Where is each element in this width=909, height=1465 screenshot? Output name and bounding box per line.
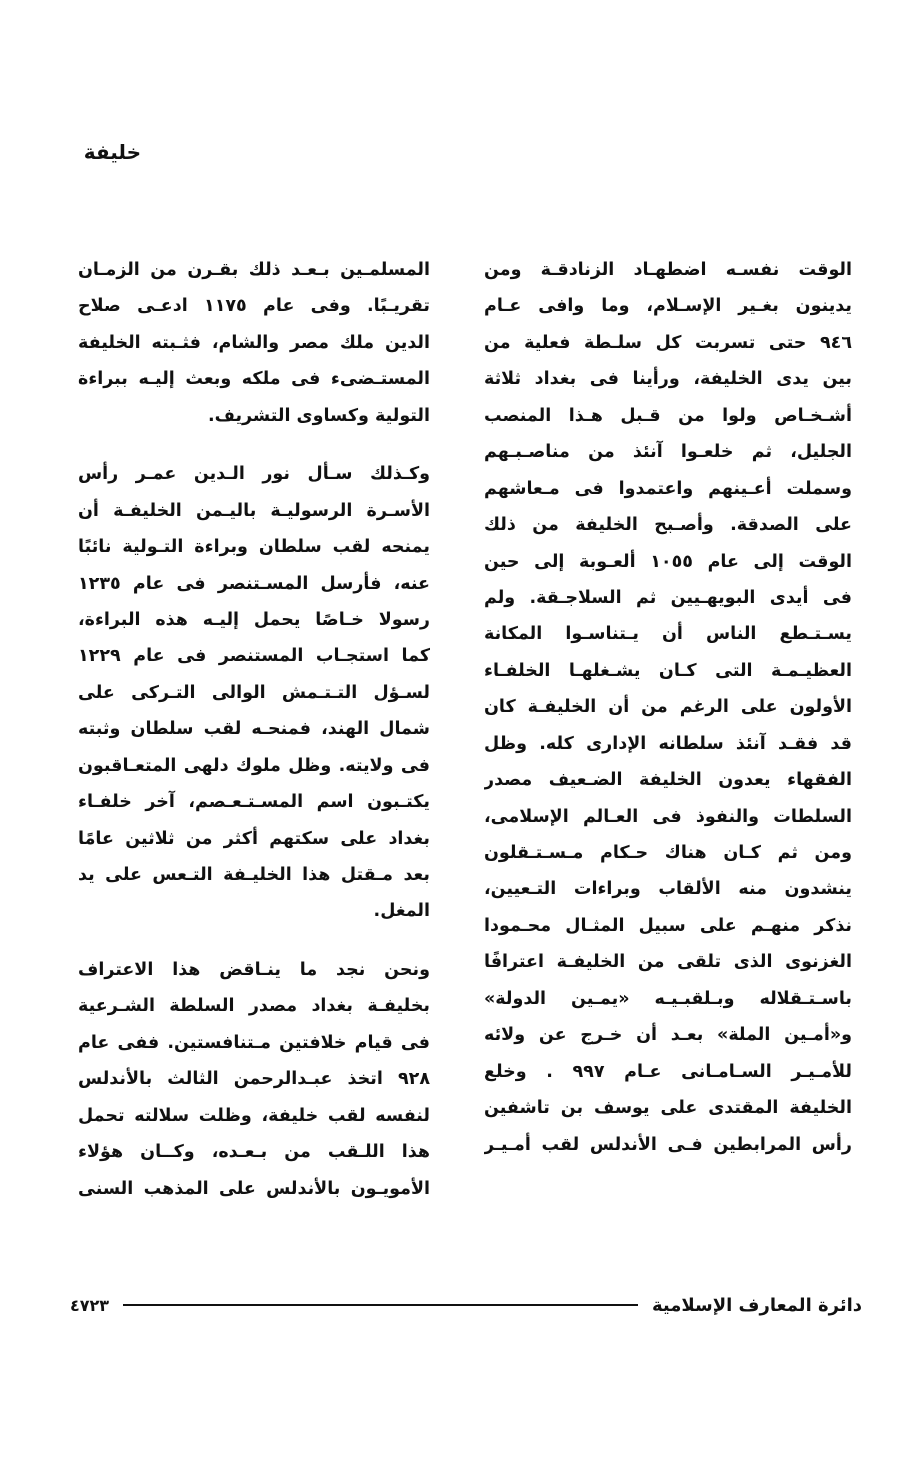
text-line: المستـضىء فى ملكه وبعث إليـه ببراءة: [78, 369, 430, 390]
paragraph-gap: [78, 434, 430, 456]
paragraph: [78, 456, 430, 930]
journal-title: دائرة المعارف الإسلامية: [651, 1294, 862, 1316]
text-line: التولية وكساوى التشريف.: [207, 405, 430, 426]
text-line: تقريـبًا. وفى عام ١١٧٥ ادعـى صلاح: [78, 296, 430, 317]
text-line: بخليفـة بغداد مصدر السلطة الشـرعية: [78, 996, 430, 1017]
text-line: يسـتـطع الناس أن يـتناسـوا المكانة: [484, 624, 852, 645]
text-line: ٩٢٨ اتخذ عبـدالرحمن الثالث بالأندلس: [78, 1069, 430, 1090]
text-line: فى أيدى البويهـيين ثم السلاجـقة. ولم: [484, 587, 852, 608]
text-line: هذا اللـقب من بـعـده، وكــان هؤلاء: [78, 1142, 430, 1163]
text-line: المسلمـين بـعـد ذلك بقـرن من الزمـان: [78, 260, 430, 280]
text-line: يمنحه لقب سلطان وبراءة التـولية نائبًا: [78, 537, 430, 558]
text-line: شمال الهند، فمنحـه لقب سلطان وثبته: [78, 719, 430, 740]
text-line: الفقهاء يعدون الخليفة الضـعيف مصدر: [484, 770, 852, 791]
text-line: ونحن نجد ما ينـاقض هذا الاعتراف: [78, 959, 430, 980]
text-line: بعد مـقتل هذا الخليـفة التـعس على يد: [78, 865, 430, 885]
text-line: الأسـرة الرسوليـة باليـمن الخليفـة أن: [78, 500, 430, 521]
text-line: رأس المرابطين فـى الأندلس لقب أمـيـر: [484, 1134, 852, 1155]
text-line: الجليل، ثم خلعـوا آنئذ من مناصـبـهم: [484, 442, 852, 463]
text-line: السلطات والنفوذ فى العـالم الإسلامى،: [484, 806, 852, 827]
text-line: الدين ملك مصر والشام، فثـبته الخليفة: [78, 332, 430, 353]
text-line: العظيـمـة التى كـان يشـغلهـا الخلفـاء: [484, 660, 852, 681]
footer-rule: [123, 1304, 638, 1306]
paragraph: [78, 952, 430, 1207]
text-line: رسولا خـاصًا يحمل إليـه هذه البراءة،: [78, 609, 430, 630]
text-line: نذكر منهـم على سبيل المثـال محـمودا: [484, 915, 852, 936]
running-header: [60, 140, 141, 164]
text-line: يكتـبون اسم المسـتـعـصم، آخر خلفـاء: [78, 792, 430, 813]
text-line: على الصدقة. وأصـبح الخليفة من ذلك: [484, 515, 852, 536]
text-line: الوقت إلى عام ١٠٥٥ ألعـوبة إلى حين: [484, 551, 852, 572]
right-column: [484, 252, 852, 1163]
text-line: فى ولايته. وظل ملوك دلهى المتعـاقبون: [78, 755, 430, 776]
text-line: يدينون بغـير الإسـلام، وما وافى عـام: [484, 296, 852, 317]
text-line: أشـخـاص ولوا من قـبل هـذا المنصب: [484, 405, 852, 426]
text-line: لنفسه لقب خليفة، وظلت سلالته تحمل: [78, 1105, 430, 1126]
text-line: باسـتـقلاله وبـلقبـيـه «يمـين الدولة»: [484, 988, 852, 1009]
paragraph-gap: [78, 930, 430, 952]
text-line: وسملت أعـينهم واعتمدوا فى مـعاشهم: [484, 478, 852, 499]
text-line: فى قيام خلافتين مـتنافستين. ففى عام: [78, 1032, 430, 1053]
text-line: المغل.: [373, 901, 430, 922]
text-line: لسـؤل التـتـمش الوالى التـركى على: [78, 682, 430, 703]
left-column: [78, 252, 430, 1207]
text-line: عنه، فأرسل المسـتنصر فى عام ١٢٣٥: [78, 573, 430, 594]
text-line: ينشدون منه الألقاب وبراءات التـعيين،: [484, 879, 852, 900]
text-line: ٩٤٦ حتى تسربت كل سلـطة فعلية من: [484, 332, 852, 353]
page-number: ٤٧٢٣: [70, 1295, 110, 1315]
text-line: كما استجـاب المستنصر فى عام ١٢٢٩: [78, 646, 430, 667]
text-line: قد فقـد آنئذ سلطانه الإدارى كله. وظل: [484, 733, 852, 754]
text-line: بغداد على سكتهم أكثر من ثلاثين عامًا: [78, 828, 430, 849]
text-line: وكـذلك سـأل نور الـدين عمـر رأس: [78, 464, 430, 485]
text-line: الأمويـون بالأندلس على المذهب السنى: [78, 1178, 430, 1199]
text-line: و«أمـين الملة» بعـد أن خـرج عن ولائه: [484, 1025, 852, 1046]
text-line: للأمـيـر السـامـانى عـام ٩٩٧ . وخلع: [484, 1061, 852, 1082]
text-line: الوقت نفسـه اضطهـاد الزنادقـة ومن: [484, 260, 852, 280]
text-line: ومن ثم كـان هناك حـكام مـسـتـقلون: [484, 843, 852, 863]
page-footer: [70, 1290, 862, 1320]
text-line: بين يدى الخليفة، ورأينا فى بغداد ثلاثة: [484, 369, 852, 390]
text-line: الغزنوى الذى تلقى من الخليفـة اعترافًا: [484, 952, 852, 973]
header-title: خليفة: [83, 140, 141, 164]
text-line: الأولون على الرغم من أن الخليفـة كان: [484, 697, 852, 718]
text-line: الخليفة المقتدى على يوسف بن تاشفين: [484, 1098, 852, 1119]
paragraph: [78, 252, 430, 434]
